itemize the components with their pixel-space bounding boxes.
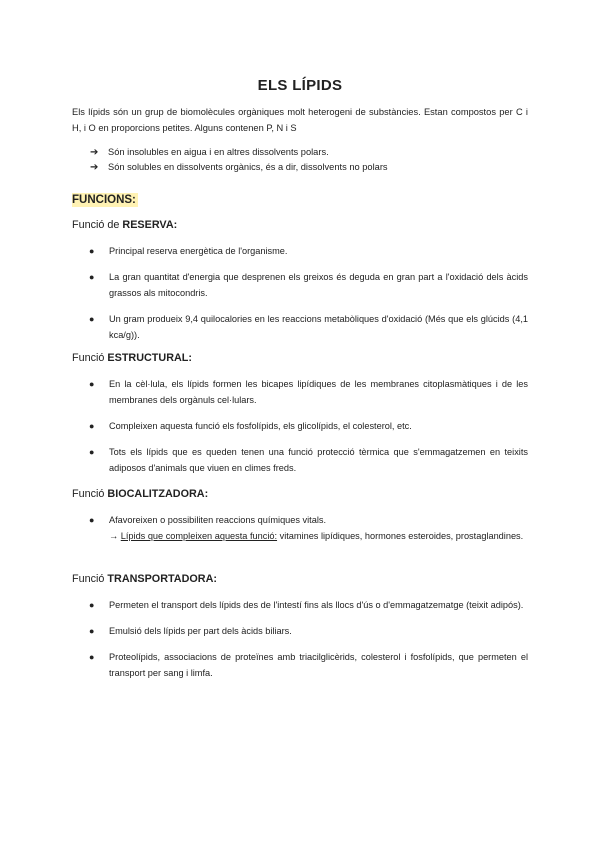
heading-name: TRANSPORTADORA: xyxy=(107,573,217,585)
section-biocalitzadora xyxy=(72,488,528,544)
funcions-heading: FUNCIONS: xyxy=(72,194,136,206)
list-item xyxy=(72,376,528,408)
sub-label: Lípids que compleixen aquesta funció: xyxy=(120,531,278,541)
section-heading xyxy=(72,573,528,585)
estructural-list xyxy=(72,376,528,476)
heading-prefix: Funció xyxy=(72,488,105,500)
list-item xyxy=(72,649,528,681)
biocalitzadora-list xyxy=(72,512,528,544)
item-text: Proteolípids, associacions de proteïnes amb triacilglicèrids, colesterol i fosfolípids, que permeten el transport per sang i limfa. xyxy=(109,652,528,678)
sub-item xyxy=(109,528,528,544)
section-heading xyxy=(72,488,528,500)
property-text: Són insolubles en aigua i en altres dissolvents polars. xyxy=(108,147,329,157)
heading-name: BIOCALITZADORA: xyxy=(107,488,209,500)
item-text: Tots els lípids que es queden tenen una funció protecció tèrmica que s'emmagatzemen en teixits adiposos d'animals que viuen en climes freds. xyxy=(109,447,528,473)
list-item xyxy=(90,145,520,160)
transportadora-list xyxy=(72,597,528,681)
list-item xyxy=(72,418,528,434)
section-heading xyxy=(72,352,528,364)
item-text: La gran quantitat d'energia que desprenen els greixos és deguda en gran part a l'oxidació dels àcids grassos als mitocondris. xyxy=(109,272,528,298)
section-reserva xyxy=(72,219,528,343)
list-item xyxy=(72,444,528,476)
section-transportadora xyxy=(72,573,528,681)
sub-text: vitamines lipídiques, hormones esteroides, prostaglandines. xyxy=(277,531,524,541)
arrow-icon: → xyxy=(109,531,119,541)
bullet-icon: ● xyxy=(89,379,95,389)
list-item xyxy=(90,160,520,175)
reserva-list xyxy=(72,243,528,343)
heading-name: RESERVA: xyxy=(122,219,178,231)
heading-prefix: Funció xyxy=(72,573,105,585)
item-text: Afavoreixen o possibiliten reaccions químiques vitals. xyxy=(109,515,327,525)
heading-prefix: Funció de xyxy=(72,219,120,231)
item-text: Un gram produeix 9,4 quilocalories en les reaccions metabòliques d'oxidació (Més que els glúcids (4,1 kca/g)). xyxy=(109,314,528,340)
bullet-icon: ● xyxy=(89,626,95,636)
property-text: Són solubles en dissolvents orgànics, és a dir, dissolvents no polars xyxy=(108,162,388,172)
intro-paragraph: Els lípids són un grup de biomolècules orgàniques molt heterogeni de substàncies. Estan compostos per C i H, i O en proporcions petites. Alguns contenen P, N i S xyxy=(72,107,528,133)
bullet-icon: ● xyxy=(89,447,95,457)
list-item xyxy=(72,269,528,301)
list-item xyxy=(72,512,528,544)
bullet-icon: ● xyxy=(89,314,95,324)
heading-name: ESTRUCTURAL: xyxy=(107,352,192,364)
item-text: Emulsió dels lípids per part dels àcids biliars. xyxy=(109,626,292,636)
item-text: Permeten el transport dels lípids des de l'intestí fins als llocs d'ús o d'emmagatzematge (teixit adipós). xyxy=(109,600,524,610)
bullet-icon: ● xyxy=(89,515,95,525)
arrow-icon: ➔ xyxy=(90,162,99,173)
heading-prefix: Funció xyxy=(72,352,105,364)
properties-list xyxy=(90,145,520,175)
list-item xyxy=(72,597,528,613)
item-text: En la cèl·lula, els lípids formen les bicapes lipídiques de les membranes citoplasmàtiques i de les membranes dels orgànuls cel·lulars. xyxy=(109,379,528,405)
item-text: Principal reserva energètica de l'organisme. xyxy=(109,246,288,256)
bullet-icon: ● xyxy=(89,421,95,431)
bullet-icon: ● xyxy=(89,652,95,662)
list-item xyxy=(72,243,528,259)
bullet-icon: ● xyxy=(89,272,95,282)
page-title: ELS LÍPIDS xyxy=(257,77,343,94)
section-heading xyxy=(72,219,528,231)
section-estructural xyxy=(72,352,528,476)
list-item xyxy=(72,623,528,639)
bullet-icon: ● xyxy=(89,246,95,256)
bullet-icon: ● xyxy=(89,600,95,610)
arrow-icon: ➔ xyxy=(90,147,99,158)
item-text: Compleixen aquesta funció els fosfolípids, els glicolípids, el colesterol, etc. xyxy=(109,421,412,431)
list-item xyxy=(72,311,528,343)
